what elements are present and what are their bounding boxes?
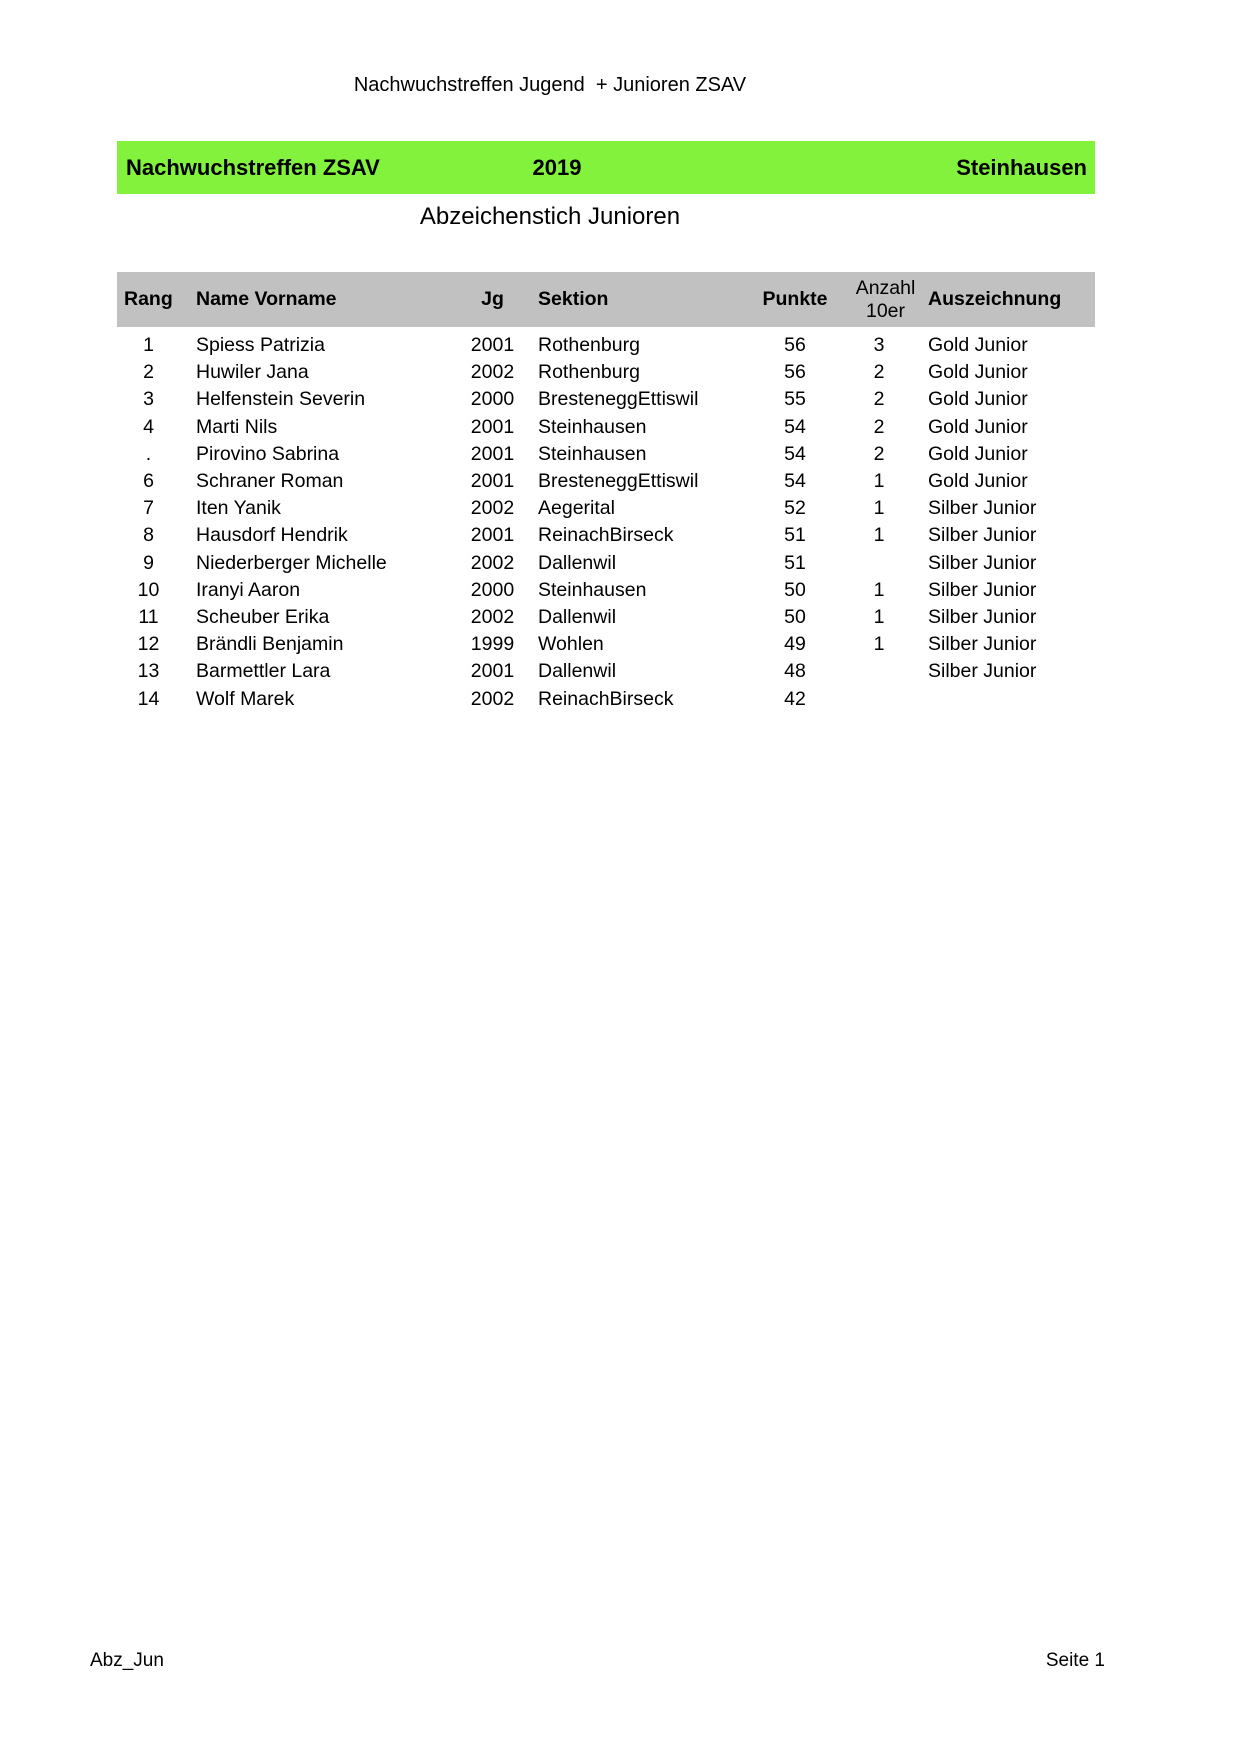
cell-name: Hausdorf Hendrik xyxy=(196,524,348,547)
cell-auszeichnung: Silber Junior xyxy=(928,551,1037,574)
cell-zehner: 2 xyxy=(873,388,885,411)
cell-auszeichnung: Silber Junior xyxy=(928,605,1037,628)
cell-sektion: Wohlen xyxy=(538,633,604,656)
cell-jg: 2001 xyxy=(470,470,515,493)
cell-punkte: 56 xyxy=(784,361,806,384)
cell-auszeichnung: Gold Junior xyxy=(928,415,1028,438)
column-header-auszeichnung: Auszeichnung xyxy=(928,288,1062,310)
table-row xyxy=(117,522,1095,549)
table-row xyxy=(117,332,1095,359)
cell-rang: . xyxy=(145,442,152,465)
cell-zehner: 1 xyxy=(873,470,885,493)
cell-jg: 2001 xyxy=(470,442,515,465)
table-row xyxy=(117,550,1095,577)
cell-auszeichnung: Gold Junior xyxy=(928,470,1028,493)
cell-sektion: Rothenburg xyxy=(538,361,640,384)
cell-rang: 12 xyxy=(137,633,160,656)
cell-zehner: 1 xyxy=(873,578,885,601)
cell-punkte: 50 xyxy=(784,578,806,601)
cell-auszeichnung: Silber Junior xyxy=(928,633,1037,656)
cell-name: Wolf Marek xyxy=(196,687,295,710)
cell-punkte: 51 xyxy=(784,524,806,547)
cell-rang: 7 xyxy=(143,497,154,520)
cell-zehner: 1 xyxy=(873,497,885,520)
cell-punkte: 50 xyxy=(784,605,806,628)
event-banner xyxy=(117,141,1095,194)
cell-sektion: BresteneggEttiswil xyxy=(538,470,699,493)
cell-jg: 2001 xyxy=(470,334,515,357)
cell-sektion: ReinachBirseck xyxy=(538,524,674,547)
table-row xyxy=(117,604,1095,631)
cell-rang: 2 xyxy=(143,361,154,384)
cell-zehner: 1 xyxy=(873,605,885,628)
cell-jg: 2002 xyxy=(470,361,515,384)
table-body xyxy=(117,332,1095,713)
cell-jg: 2000 xyxy=(470,388,515,411)
cell-jg: 2002 xyxy=(470,497,515,520)
cell-rang: 13 xyxy=(137,660,160,683)
cell-punkte: 49 xyxy=(784,633,806,656)
cell-auszeichnung: Silber Junior xyxy=(928,497,1037,520)
cell-zehner: 2 xyxy=(873,442,885,465)
cell-sektion: Dallenwil xyxy=(538,605,617,628)
cell-name: Barmettler Lara xyxy=(196,660,331,683)
cell-punkte: 55 xyxy=(784,388,806,411)
cell-auszeichnung: Gold Junior xyxy=(928,334,1028,357)
cell-sektion: Steinhausen xyxy=(538,442,647,465)
cell-punkte: 56 xyxy=(784,334,806,357)
footer-sheet-name: Abz_Jun xyxy=(90,1650,164,1671)
cell-punkte: 52 xyxy=(784,497,806,520)
cell-auszeichnung: Gold Junior xyxy=(928,361,1028,384)
column-header-punkte: Punkte xyxy=(762,288,828,310)
cell-name: Iten Yanik xyxy=(196,497,281,520)
cell-jg: 2002 xyxy=(470,605,515,628)
table-header-row xyxy=(117,272,1095,327)
cell-name: Pirovino Sabrina xyxy=(196,442,340,465)
cell-rang: 3 xyxy=(143,388,154,411)
column-header-anzahl-line2: 10er xyxy=(865,299,906,322)
cell-name: Marti Nils xyxy=(196,415,278,438)
page-footer xyxy=(90,1650,1105,1672)
cell-name: Spiess Patrizia xyxy=(196,334,325,357)
cell-punkte: 54 xyxy=(784,470,806,493)
column-header-jg: Jg xyxy=(481,288,504,310)
cell-name: Huwiler Jana xyxy=(196,361,309,384)
cell-punkte: 54 xyxy=(784,442,806,465)
cell-rang: 9 xyxy=(143,551,154,574)
table-row xyxy=(117,468,1095,495)
table-row xyxy=(117,658,1095,685)
cell-sektion: Aegerital xyxy=(538,497,615,520)
cell-punkte: 42 xyxy=(784,687,806,710)
cell-sektion: Dallenwil xyxy=(538,551,617,574)
cell-name: Helfenstein Severin xyxy=(196,388,366,411)
cell-name: Schraner Roman xyxy=(196,470,344,493)
cell-jg: 2001 xyxy=(470,415,515,438)
banner-year: 2019 xyxy=(532,155,582,180)
cell-sektion: BresteneggEttiswil xyxy=(538,388,699,411)
cell-zehner: 1 xyxy=(873,524,885,547)
column-header-anzahl-10er xyxy=(830,272,928,327)
table-row xyxy=(117,441,1095,468)
cell-name: Niederberger Michelle xyxy=(196,551,387,574)
cell-rang: 1 xyxy=(143,334,154,357)
cell-jg: 2002 xyxy=(470,687,515,710)
banner-location: Steinhausen xyxy=(956,155,1087,180)
cell-jg: 2000 xyxy=(470,578,515,601)
cell-rang: 6 xyxy=(143,470,154,493)
results-table xyxy=(117,272,1095,713)
cell-jg: 2001 xyxy=(470,524,515,547)
cell-zehner: 2 xyxy=(873,415,885,438)
column-header-rang: Rang xyxy=(124,288,173,310)
cell-sektion: ReinachBirseck xyxy=(538,687,674,710)
cell-rang: 10 xyxy=(137,578,160,601)
column-header-name-vorname: Name Vorname xyxy=(196,288,337,310)
cell-auszeichnung: Silber Junior xyxy=(928,660,1037,683)
cell-sektion: Dallenwil xyxy=(538,660,617,683)
banner-event-name: Nachwuchstreffen ZSAV xyxy=(126,155,380,180)
cell-auszeichnung: Silber Junior xyxy=(928,524,1037,547)
column-header-sektion: Sektion xyxy=(538,288,609,310)
cell-zehner: 3 xyxy=(873,334,885,357)
cell-zehner: 1 xyxy=(873,633,885,656)
cell-rang: 4 xyxy=(143,415,154,438)
cell-sektion: Rothenburg xyxy=(538,334,640,357)
table-row xyxy=(117,685,1095,712)
cell-auszeichnung: Gold Junior xyxy=(928,388,1028,411)
cell-rang: 8 xyxy=(143,524,154,547)
cell-jg: 2001 xyxy=(470,660,515,683)
table-row xyxy=(117,495,1095,522)
cell-auszeichnung: Gold Junior xyxy=(928,442,1028,465)
report-header-title: Nachwuchstreffen Jugend + Junioren ZSAV xyxy=(353,74,747,96)
cell-name: Scheuber Erika xyxy=(196,605,330,628)
cell-rang: 14 xyxy=(137,687,160,710)
table-row xyxy=(117,414,1095,441)
cell-sektion: Steinhausen xyxy=(538,578,647,601)
table-row xyxy=(117,631,1095,658)
cell-jg: 2002 xyxy=(470,551,515,574)
cell-auszeichnung: Silber Junior xyxy=(928,578,1037,601)
cell-punkte: 51 xyxy=(784,551,806,574)
footer-page-number: Seite 1 xyxy=(1045,1650,1105,1671)
cell-punkte: 54 xyxy=(784,415,806,438)
cell-sektion: Steinhausen xyxy=(538,415,647,438)
cell-name: Brändli Benjamin xyxy=(196,633,344,656)
page-title: Abzeichenstich Junioren xyxy=(419,203,681,230)
cell-rang: 11 xyxy=(138,605,159,628)
column-header-anzahl-line1: Anzahl xyxy=(855,276,916,299)
cell-jg: 1999 xyxy=(470,633,515,656)
table-row xyxy=(117,577,1095,604)
cell-punkte: 48 xyxy=(784,660,806,683)
table-row xyxy=(117,386,1095,413)
table-row xyxy=(117,359,1095,386)
cell-zehner: 2 xyxy=(873,361,885,384)
cell-name: Iranyi Aaron xyxy=(196,578,301,601)
